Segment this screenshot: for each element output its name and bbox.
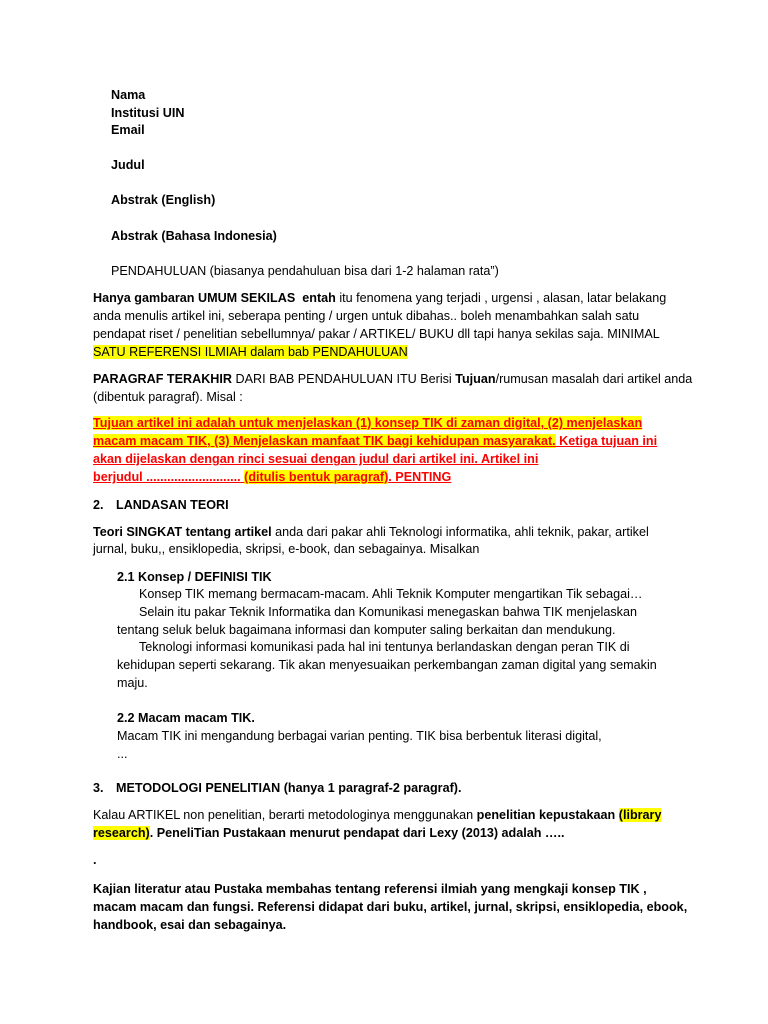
landasan-bold: Teori SINGKAT tentang artikel xyxy=(93,525,272,539)
paragraf-terakhir-rest: /rumusan masalah dari artikel anda xyxy=(495,372,693,386)
subsection-2-1-line-3: tentang seluk beluk bagaimana informasi dan komputer saling berkaitan dan mendukung. xyxy=(117,623,616,637)
tujuan-line-4 xyxy=(93,469,451,486)
subsection-2-1-line-1: Konsep TIK memang bermacam-macam. Ahli Teknik Komputer mengartikan Tik sebagai… xyxy=(139,587,643,601)
subsection-2-1-line-6: maju. xyxy=(117,676,148,690)
tujuan-line-4-b: . PENTING xyxy=(388,470,452,484)
subsection-2-1-line-2: Selain itu pakar Teknik Informatika dan Komunikasi menegaskan bahwa TIK menjelaskan xyxy=(139,605,637,619)
paragraf-terakhir-mid: DARI BAB PENDAHULUAN ITU Berisi xyxy=(232,372,456,386)
section-2-number: 2. xyxy=(93,498,104,512)
intro-line-3: pendapat riset / penelitian sebellumnya/ pakar / ARTIKEL/ BUKU dll tapi hanya sekilas saja. MINIMAL xyxy=(93,327,660,341)
intro-bold-1: Hanya gambaran UMUM SEKILAS xyxy=(93,291,296,305)
subsection-2-1-line-4: Teknologi informasi komunikasi pada hal ini tentunya berlandaskan dengan peran TIK di xyxy=(139,640,630,654)
landasan-line-2: jurnal, buku,, ensiklopedia, skripsi, e-book, dan sebagainya. Misalkan xyxy=(93,542,480,556)
tujuan-line-3: akan dijelaskan dengan rinci sesuai dengan judul dari artikel ini. Artikel ini xyxy=(93,452,539,466)
tujuan-line-1-text: Tujuan artikel ini adalah untuk menjelaskan (1) konsep TIK di zaman digital, (2) menjelaskan xyxy=(93,416,643,430)
metodologi-line-1-a: Kalau ARTIKEL non penelitian, berarti metodologinya menggunakan xyxy=(93,808,477,822)
research-highlight: research) xyxy=(93,826,150,840)
section-3-heading xyxy=(93,780,461,797)
metodologi-dot: . xyxy=(93,853,97,867)
email-label: Email xyxy=(111,123,145,137)
tujuan-line-4-highlight: (ditulis bentuk paragraf) xyxy=(244,470,389,484)
intro-line-1-rest: itu fenomena yang terjadi , urgensi , alasan, latar belakang xyxy=(335,291,667,305)
tujuan-line-2-rest: Ketiga tujuan ini xyxy=(555,434,658,448)
tujuan-line-1 xyxy=(93,415,642,432)
metodologi-line-2 xyxy=(93,825,565,842)
subsection-2-1-line-5: kehidupan seperti sekarang. Tik akan menyesuaikan perkembangan zaman digital yang semakin xyxy=(117,658,657,672)
intro-line-2: anda menulis artikel ini, seberapa penting / urgen untuk dibahas.. boleh menambahkan salah satu xyxy=(93,309,640,323)
subsection-2-2-title: 2.2 Macam macam TIK. xyxy=(117,711,255,725)
tujuan-line-2 xyxy=(93,433,657,450)
intro-highlight: SATU REFERENSI ILMIAH dalam bab PENDAHULUAN xyxy=(93,345,408,359)
metodologi-bold: penelitian kepustakaan xyxy=(476,808,616,822)
tujuan-word: Tujuan xyxy=(455,372,496,386)
metodologi-line-2-rest: . PeneliTian Pustakaan menurut pendapat dari Lexy (2013) adalah ….. xyxy=(149,826,565,840)
kajian-line-1: Kajian literatur atau Pustaka membahas tentang referensi ilmiah yang mengkaji konsep TIK , xyxy=(93,882,647,896)
nama-label: Nama xyxy=(111,88,146,102)
section-2-title: LANDASAN TEORI xyxy=(116,498,229,512)
abstrak-english-label: Abstrak (English) xyxy=(111,193,216,207)
intro-line-4 xyxy=(93,344,408,361)
subsection-2-2-line-2: ... xyxy=(117,747,128,761)
landasan-line-1-rest: anda dari pakar ahli Teknologi informatika, ahli teknik, pakar, artikel xyxy=(271,525,649,539)
subsection-2-1-title: 2.1 Konsep / DEFINISI TIK xyxy=(117,570,272,584)
institusi-label: Institusi UIN xyxy=(111,106,185,120)
pendahuluan-heading: PENDAHULUAN (biasanya pendahuluan bisa dari 1-2 halaman rata”) xyxy=(111,264,499,278)
judul-label: Judul xyxy=(111,158,145,172)
section-3-number: 3. xyxy=(93,781,104,795)
kajian-line-3: handbook, esai dan sebagainya. xyxy=(93,918,287,932)
library-highlight: (library xyxy=(618,808,662,822)
metodologi-line-1 xyxy=(93,807,661,824)
intro-line-1 xyxy=(93,290,666,307)
tujuan-line-4-a: berjudul ........................... xyxy=(93,470,241,484)
landasan-line-1 xyxy=(93,524,649,541)
tujuan-line-2-highlight: macam macam TIK, (3) Menjelaskan manfaat TIK bagi kehidupan masyarakat. xyxy=(93,434,556,448)
paragraf-terakhir-line-2: (dibentuk paragraf). Misal : xyxy=(93,390,243,404)
section-3-title: METODOLOGI PENELITIAN (hanya 1 paragraf-2 paragraf). xyxy=(116,781,462,795)
intro-bold-2: entah xyxy=(302,291,336,305)
kajian-line-2: macam macam dan fungsi. Referensi didapat dari buku, artikel, jurnal, skripsi, ensiklopedia, ebook, xyxy=(93,900,688,914)
subsection-2-2-line-1: Macam TIK ini mengandung berbagai varian penting. TIK bisa berbentuk literasi digital, xyxy=(117,729,602,743)
paragraf-terakhir-line-1 xyxy=(93,371,692,388)
paragraf-terakhir-label: PARAGRAF TERAKHIR xyxy=(93,372,232,386)
section-2-heading xyxy=(93,497,229,514)
abstrak-indonesia-label: Abstrak (Bahasa Indonesia) xyxy=(111,229,277,243)
